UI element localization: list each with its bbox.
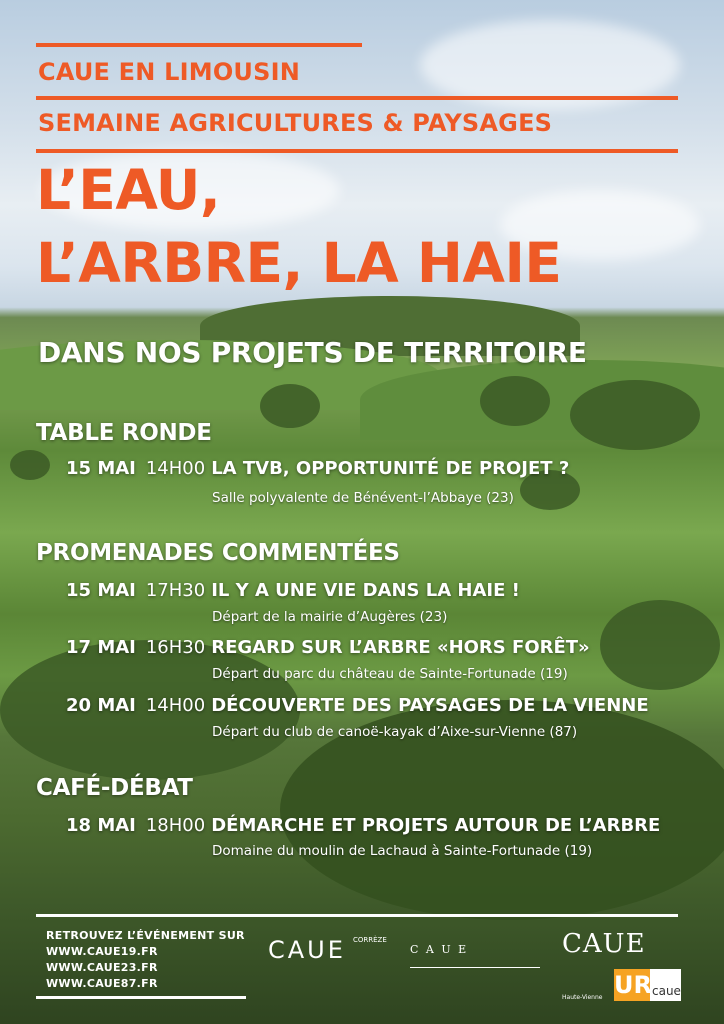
caue23-logo-text: C A U E [410, 943, 469, 956]
caue19-logo [268, 936, 387, 964]
event-row [66, 815, 660, 836]
footer-intro: RETROUVEZ L’ÉVÉNEMENT SUR [46, 929, 245, 942]
section-heading: PROMENADES COMMENTÉES [36, 540, 400, 566]
subtitle: DANS NOS PROJETS DE TERRITOIRE [38, 336, 587, 369]
event-title: DÉCOUVERTE DES PAYSAGES DE LA VIENNE [211, 695, 649, 716]
tree [570, 380, 700, 450]
event-time: 16H30 [145, 637, 206, 658]
event-title: LA TVB, OPPORTUNITÉ DE PROJET ? [211, 458, 570, 479]
footer-top-rule [36, 914, 678, 917]
event-time: 17H30 [145, 580, 206, 601]
section-heading: CAFÉ-DÉBAT [36, 775, 193, 801]
main-title-line1: L’EAU, [36, 158, 221, 222]
top-rule [36, 43, 362, 47]
event-place: Domaine du moulin de Lachaud à Sainte-Fortunade (19) [212, 843, 593, 859]
main-title-line2: L’ARBRE, LA HAIE [36, 231, 562, 295]
event-title: DÉMARCHE ET PROJETS AUTOUR DE L’ARBRE [211, 815, 661, 836]
ur-logo-sub: caue [652, 984, 681, 998]
tree [600, 600, 720, 690]
caue87-logo-text: CAUE [562, 929, 646, 959]
caue19-logo-sub: CORRÈZE [353, 936, 387, 944]
tree [10, 450, 50, 480]
tree [260, 384, 320, 428]
footer-links [46, 928, 245, 992]
link-caue87[interactable]: WWW.CAUE87.FR [46, 977, 158, 990]
ur-caue-logo [614, 969, 681, 1001]
event-week-title: SEMAINE AGRICULTURES & PAYSAGES [38, 109, 553, 137]
event-title: IL Y A UNE VIE DANS LA HAIE ! [211, 580, 520, 601]
caue87-logo-sub: Haute-Vienne [562, 994, 603, 1001]
event-place: Départ du club de canoë-kayak d’Aixe-sur-Vienne (87) [212, 724, 578, 740]
event-place: Départ de la mairie d’Augères (23) [212, 609, 448, 625]
event-row [66, 695, 649, 716]
tree [480, 376, 550, 426]
section-heading: TABLE RONDE [36, 420, 212, 446]
header-rule [36, 96, 678, 100]
ur-logo-letters: UR [614, 971, 652, 999]
caue23-logo [410, 938, 540, 968]
link-caue23[interactable]: WWW.CAUE23.FR [46, 961, 158, 974]
event-date: 15 MAI [66, 580, 136, 601]
event-place: Salle polyvalente de Bénévent-l’Abbaye (23) [212, 490, 514, 506]
caue23-logo-line [410, 967, 540, 968]
event-time: 14H00 [145, 695, 206, 716]
org-name: CAUE EN LIMOUSIN [38, 58, 301, 86]
event-title: REGARD SUR L’ARBRE «HORS FORÊT» [211, 637, 590, 658]
event-place: Départ du parc du château de Sainte-Fortunade (19) [212, 666, 568, 682]
event-row [66, 580, 520, 601]
event-time: 18H00 [145, 815, 206, 836]
link-caue19[interactable]: WWW.CAUE19.FR [46, 945, 158, 958]
event-date: 18 MAI [66, 815, 136, 836]
event-date: 15 MAI [66, 458, 136, 479]
event-date: 20 MAI [66, 695, 136, 716]
event-date: 17 MAI [66, 637, 136, 658]
header-rule [36, 149, 678, 153]
event-time: 14H00 [145, 458, 206, 479]
event-row [66, 458, 569, 479]
caue19-logo-text: CAUE [268, 936, 346, 964]
event-row [66, 637, 590, 658]
footer-bottom-rule [36, 996, 246, 999]
